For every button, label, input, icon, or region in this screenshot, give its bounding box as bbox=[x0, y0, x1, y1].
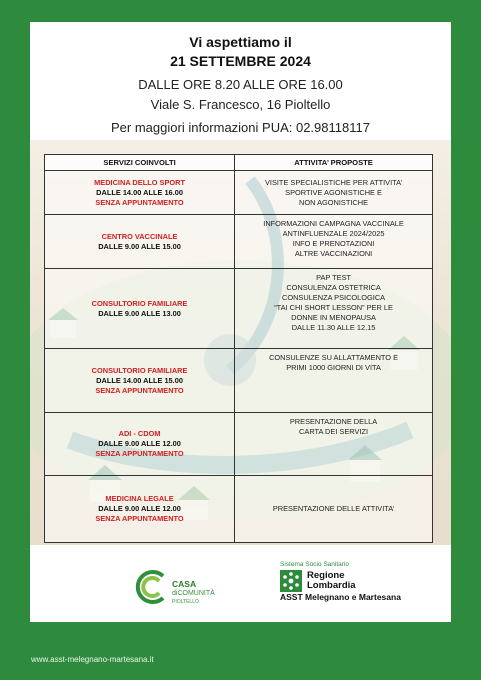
website-link[interactable]: www.asst-melegnano-martesana.it bbox=[31, 655, 154, 664]
activity-line: PAP TEST bbox=[316, 272, 352, 282]
service-time: DALLE 9.00 ALLE 12.00 bbox=[98, 504, 181, 514]
event-hours: DALLE ORE 8.20 ALLE ORE 16.00 bbox=[138, 77, 343, 92]
service-time: DALLE 9.00 ALLE 15.00 bbox=[98, 241, 181, 251]
rosa-camuna-icon bbox=[280, 570, 302, 592]
service-cell bbox=[45, 476, 235, 543]
activity-line: CONSULENZA PSICOLOGICA bbox=[282, 292, 386, 302]
table-row bbox=[45, 476, 433, 543]
service-name: ADI - CDOM bbox=[118, 429, 161, 439]
activity-line: PRIMI 1000 GIORNI DI VITA bbox=[286, 363, 381, 373]
activity-line: CARTA DEI SERVIZI bbox=[299, 426, 369, 436]
table-row bbox=[45, 215, 433, 268]
activity-cell bbox=[235, 171, 433, 215]
activity-cell bbox=[235, 412, 433, 475]
table-row bbox=[45, 171, 433, 215]
service-time: DALLE 9.00 ALLE 12.00 bbox=[98, 439, 181, 449]
rl-system-label: Sistema Socio Sanitario bbox=[280, 561, 350, 568]
casa-comunita-logo-icon bbox=[133, 568, 171, 606]
col-header-activities: ATTIVITA’ PROPOSTE bbox=[235, 155, 433, 171]
table-row bbox=[45, 268, 433, 349]
service-appointment: SENZA APPUNTAMENTO bbox=[95, 449, 184, 459]
event-address: Viale S. Francesco, 16 Pioltello bbox=[150, 97, 331, 112]
asst-name: ASST Melegnano e Martesana bbox=[280, 592, 401, 602]
invite-title: Vi aspettiamo il bbox=[189, 34, 292, 50]
casa-line2: diCOMUNITÀ bbox=[172, 590, 215, 597]
activity-line: DONNE IN MENOPAUSA bbox=[291, 312, 376, 322]
event-header bbox=[30, 22, 451, 140]
service-time: DALLE 14.00 ALLE 16.00 bbox=[96, 187, 183, 197]
activity-cell bbox=[235, 476, 433, 543]
regione-lombardia-logo bbox=[280, 561, 401, 602]
service-name: CONSULTORIO FAMILIARE bbox=[91, 365, 188, 375]
activity-line: CONSULENZE SU ALLATTAMENTO E bbox=[269, 353, 399, 363]
table-row bbox=[45, 349, 433, 412]
service-cell bbox=[45, 215, 235, 268]
service-appointment: SENZA APPUNTAMENTO bbox=[95, 514, 184, 524]
info-phone: Per maggiori informazioni PUA: 02.98118117 bbox=[111, 120, 370, 135]
service-name: MEDICINA LEGALE bbox=[105, 494, 174, 504]
service-cell bbox=[45, 349, 235, 412]
service-name: MEDICINA DELLO SPORT bbox=[94, 177, 185, 187]
activity-line: DALLE 11.30 ALLE 12.15 bbox=[291, 322, 376, 332]
activity-line: “TAI CHI SHORT LESSON” PER LE bbox=[274, 302, 393, 312]
activity-line: PRESENTAZIONE DELLA bbox=[289, 416, 378, 426]
service-cell bbox=[45, 171, 235, 215]
activity-cell bbox=[235, 349, 433, 412]
service-cell bbox=[45, 268, 235, 349]
activity-line: PRESENTAZIONE DELLE ATTIVITA’ bbox=[272, 504, 395, 514]
event-date: 21 SETTEMBRE 2024 bbox=[170, 53, 311, 69]
activity-cell bbox=[235, 215, 433, 268]
rl-line1: Regione bbox=[307, 570, 345, 581]
table-row bbox=[45, 412, 433, 475]
activity-line: INFO E PRENOTAZIONI bbox=[292, 239, 375, 249]
casa-line3: PIOLTELLO bbox=[172, 599, 199, 605]
casa-comunita-wordmark bbox=[172, 580, 215, 606]
activity-line: VISITE SPECIALISTICHE PER ATTIVITA’ bbox=[264, 177, 403, 187]
service-name: CENTRO VACCINALE bbox=[101, 231, 178, 241]
activity-line: CONSULENZA OSTETRICA bbox=[286, 282, 381, 292]
service-time: DALLE 14.00 ALLE 15.00 bbox=[96, 375, 183, 385]
activity-line: NON AGONISTICHE bbox=[299, 197, 369, 207]
activity-line: ANTINFLUENZALE 2024/2025 bbox=[282, 229, 385, 239]
rl-line2: Lombardia bbox=[307, 580, 356, 591]
casa-line1: CASA bbox=[172, 579, 197, 589]
service-name: CONSULTORIO FAMILIARE bbox=[91, 298, 188, 308]
service-appointment: SENZA APPUNTAMENTO bbox=[95, 385, 184, 395]
services-table bbox=[44, 154, 433, 543]
service-appointment: SENZA APPUNTAMENTO bbox=[95, 197, 184, 207]
col-header-services: SERVIZI COINVOLTI bbox=[45, 155, 235, 171]
service-time: DALLE 9.00 ALLE 13.00 bbox=[98, 308, 181, 318]
activity-line: ALTRE VACCINAZIONI bbox=[294, 249, 373, 259]
service-cell bbox=[45, 412, 235, 475]
activity-line: INFORMAZIONI CAMPAGNA VACCINALE bbox=[263, 219, 404, 229]
activity-line: SPORTIVE AGONISTICHE E bbox=[285, 187, 382, 197]
activity-cell bbox=[235, 268, 433, 349]
